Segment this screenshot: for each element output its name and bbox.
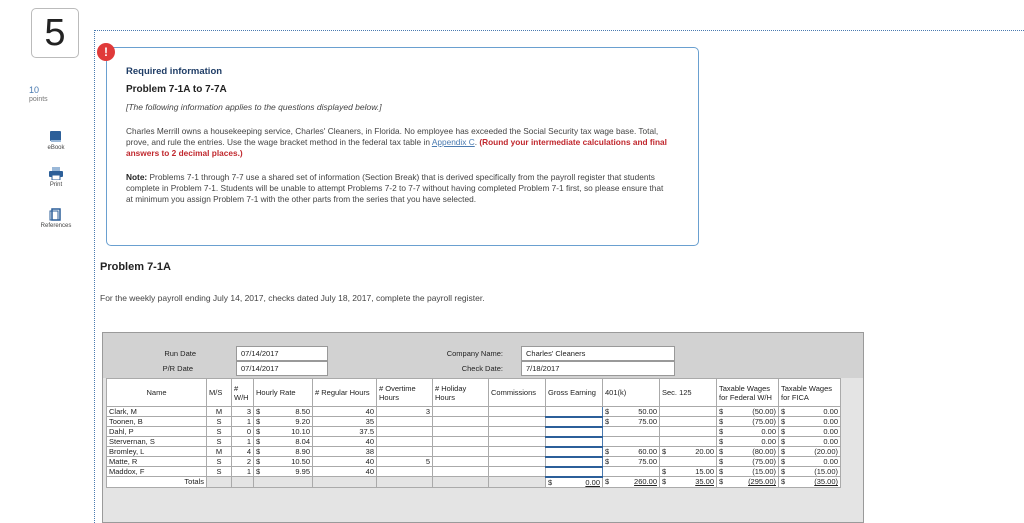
company-name-value: Charles' Cleaners [521, 346, 675, 361]
rounding-instruction: (Round your intermediate calculations and final answers to 2 decimal places.) [126, 137, 667, 159]
gross-earning-input[interactable] [546, 417, 603, 427]
fed-taxable-cell: $ (15.00) [717, 467, 779, 477]
holiday-hours [433, 407, 489, 417]
run-date-label: Run Date [164, 349, 196, 358]
overtime-hours [377, 427, 433, 437]
col-fed: Taxable Wages for Federal W/H [717, 379, 779, 407]
references-button[interactable] [32, 208, 80, 229]
fed-taxable-cell: $ 0.00 [717, 437, 779, 447]
print-label: Print [49, 182, 63, 188]
fed-taxable-cell: $ (80.00) [717, 447, 779, 457]
holiday-hours [433, 467, 489, 477]
fica-taxable-cell: $ 0.00 [779, 437, 841, 447]
required-note [126, 172, 671, 206]
gross-earning-input[interactable] [546, 467, 603, 477]
hourly-rate: $ 10.50 [254, 457, 313, 467]
marital-status: S [207, 437, 232, 447]
employee-name: Stervernan, S [107, 437, 207, 447]
col-commissions: Commissions [489, 379, 546, 407]
k401-cell: $ 75.00 [603, 457, 660, 467]
gross-earning-input[interactable] [546, 437, 603, 447]
sec125-cell [660, 457, 717, 467]
company-name-label: Company Name: [446, 349, 503, 358]
fed-taxable-cell: $ 0.00 [717, 427, 779, 437]
sec125-cell [660, 417, 717, 427]
table-row [107, 457, 841, 467]
fed-taxable-cell: $ (50.00) [717, 407, 779, 417]
k401-cell: $ 60.00 [603, 447, 660, 457]
book-icon [49, 130, 63, 143]
points-value: 10 [29, 85, 40, 95]
fica-taxable-cell: $ (20.00) [779, 447, 841, 457]
withholding-count: 4 [232, 447, 254, 457]
required-italic-note: [The following information applies to the questions displayed below.] [126, 102, 382, 112]
col-fica: Taxable Wages for FICA [779, 379, 841, 407]
commissions-cell [489, 457, 546, 467]
col-wh: # W/H [232, 379, 254, 407]
payroll-table [106, 378, 841, 488]
content-frame-left [94, 30, 95, 523]
withholding-count: 0 [232, 427, 254, 437]
overtime-hours [377, 437, 433, 447]
sec125-cell: $ 20.00 [660, 447, 717, 457]
required-info-title: Required information [126, 66, 223, 77]
hourly-rate: $ 10.10 [254, 427, 313, 437]
col-holiday: # Holiday Hours [433, 379, 489, 407]
appendix-link[interactable]: Appendix C [431, 137, 475, 148]
fica-taxable-cell: $ 0.00 [779, 407, 841, 417]
commissions-cell [489, 427, 546, 437]
table-row [107, 427, 841, 437]
fed-taxable-cell: $ (75.00) [717, 417, 779, 427]
alert-icon: ! [97, 43, 115, 61]
points-label: points [29, 96, 48, 103]
regular-hours: 40 [313, 457, 377, 467]
required-paragraph: Charles Merrill owns a housekeeping service, Charles' Cleaners, in Florida. No employee has exceeded the Social Security tax wage base. Total, prove, and rule the entries. Use the wage bracket method in the federal tax table in Appendix C. (Round your intermediate calculations and final answers to 2 decimal places.) [126, 126, 667, 159]
employee-name: Bromley, L [107, 447, 207, 457]
commissions-cell [489, 437, 546, 447]
gross-earning-input[interactable] [546, 447, 603, 457]
table-row [107, 417, 841, 427]
ebook-label: eBook [47, 145, 65, 151]
hourly-rate: $ 8.90 [254, 447, 313, 457]
hourly-rate: $ 9.20 [254, 417, 313, 427]
regular-hours: 40 [313, 437, 377, 447]
employee-name: Dahl, P [107, 427, 207, 437]
commissions-cell [489, 447, 546, 457]
fica-taxable-cell: $ (15.00) [779, 467, 841, 477]
employee-name: Maddox, F [107, 467, 207, 477]
pr-date-value: 07/14/2017 [236, 361, 328, 376]
k401-cell: $ 50.00 [603, 407, 660, 417]
payroll-register-sheet [102, 332, 864, 523]
totals-label: Totals [107, 477, 207, 488]
marital-status: S [207, 417, 232, 427]
fica-taxable-cell: $ 0.00 [779, 417, 841, 427]
hourly-rate: $ 8.50 [254, 407, 313, 417]
section-title: Problem 7-1A [100, 261, 171, 273]
note-label: Note: [126, 172, 148, 182]
paragraph-text: Charles Merrill owns a housekeeping service, Charles' Cleaners, in Florida. No employee has exceeded the Social Security tax wage base. Total, prove, and rule the entries. Use the wage bracket method in the federal tax table in [126, 126, 659, 148]
check-date-label: Check Date: [461, 364, 503, 373]
employee-name: Toonen, B [107, 417, 207, 427]
overtime-hours: 5 [377, 457, 433, 467]
totals-row [107, 477, 841, 488]
references-label: References [40, 223, 72, 229]
k401-cell [603, 437, 660, 447]
marital-status: S [207, 427, 232, 437]
table-row [107, 447, 841, 457]
table-header-row [107, 379, 841, 407]
marital-status: S [207, 467, 232, 477]
k401-cell: $ 75.00 [603, 417, 660, 427]
hourly-rate: $ 9.95 [254, 467, 313, 477]
gross-earning-input[interactable] [546, 427, 603, 437]
employee-name: Clark, M [107, 407, 207, 417]
gross-earning-input[interactable] [546, 457, 603, 467]
marital-status: M [207, 407, 232, 417]
sec125-cell [660, 437, 717, 447]
pr-date-label: P/R Date [162, 364, 193, 373]
sec125-cell [660, 407, 717, 417]
holiday-hours [433, 457, 489, 467]
col-rate: Hourly Rate [254, 379, 313, 407]
overtime-hours [377, 417, 433, 427]
totals-fica: $ (35.00) [779, 477, 841, 488]
withholding-count: 3 [232, 407, 254, 417]
totals-gross: $ 0.00 [546, 477, 603, 488]
holiday-hours [433, 427, 489, 437]
check-date-value: 7/18/2017 [521, 361, 675, 376]
overtime-hours [377, 467, 433, 477]
commissions-cell [489, 407, 546, 417]
k401-cell [603, 467, 660, 477]
col-gross: Gross Earning [546, 379, 603, 407]
table-row [107, 437, 841, 447]
marital-status: S [207, 457, 232, 467]
gross-earning-input[interactable] [546, 407, 603, 417]
k401-cell [603, 427, 660, 437]
content-frame-top [94, 30, 1024, 31]
fica-taxable-cell: $ 0.00 [779, 457, 841, 467]
question-number: 5 [31, 8, 79, 58]
regular-hours: 38 [313, 447, 377, 457]
regular-hours: 40 [313, 467, 377, 477]
note-text: Problems 7-1 through 7-7 use a shared set of information (Section Break) that is derived specifically from the payroll register that students complete in Problem 7-1. Students will be unable to attempt Problems 7-2 to 7-7 without having completed Problem 7-1 first, so please ensure that at minimum you assign Problem 7-1 with the other parts from the series that you have selected. [126, 172, 664, 205]
commissions-cell [489, 417, 546, 427]
sec125-cell [660, 427, 717, 437]
hourly-rate: $ 8.04 [254, 437, 313, 447]
regular-hours: 37.5 [313, 427, 377, 437]
section-instructions: For the weekly payroll ending July 14, 2017, checks dated July 18, 2017, complete the payroll register. [100, 293, 485, 303]
sec125-cell: $ 15.00 [660, 467, 717, 477]
references-icon [49, 208, 63, 221]
totals-sec125: $ 35.00 [660, 477, 717, 488]
col-regular: # Regular Hours [313, 379, 377, 407]
overtime-hours: 3 [377, 407, 433, 417]
required-problem-range: Problem 7-1A to 7-7A [126, 84, 227, 95]
commissions-cell [489, 467, 546, 477]
withholding-count: 1 [232, 467, 254, 477]
col-ms: M/S [207, 379, 232, 407]
print-button[interactable] [36, 167, 76, 188]
regular-hours: 35 [313, 417, 377, 427]
col-sec125: Sec. 125 [660, 379, 717, 407]
table-row [107, 467, 841, 477]
table-row [107, 407, 841, 417]
printer-icon [49, 167, 63, 180]
totals-401k: $ 260.00 [603, 477, 660, 488]
ebook-button[interactable] [36, 130, 76, 151]
fica-taxable-cell: $ 0.00 [779, 427, 841, 437]
fed-taxable-cell: $ (75.00) [717, 457, 779, 467]
totals-fed: $ (295.00) [717, 477, 779, 488]
col-overtime: # Overtime Hours [377, 379, 433, 407]
withholding-count: 1 [232, 417, 254, 427]
holiday-hours [433, 447, 489, 457]
overtime-hours [377, 447, 433, 457]
holiday-hours [433, 437, 489, 447]
withholding-count: 2 [232, 457, 254, 467]
marital-status: M [207, 447, 232, 457]
withholding-count: 1 [232, 437, 254, 447]
col-401k: 401(k) [603, 379, 660, 407]
col-name: Name [107, 379, 207, 407]
regular-hours: 40 [313, 407, 377, 417]
run-date-value: 07/14/2017 [236, 346, 328, 361]
employee-name: Matte, R [107, 457, 207, 467]
holiday-hours [433, 417, 489, 427]
